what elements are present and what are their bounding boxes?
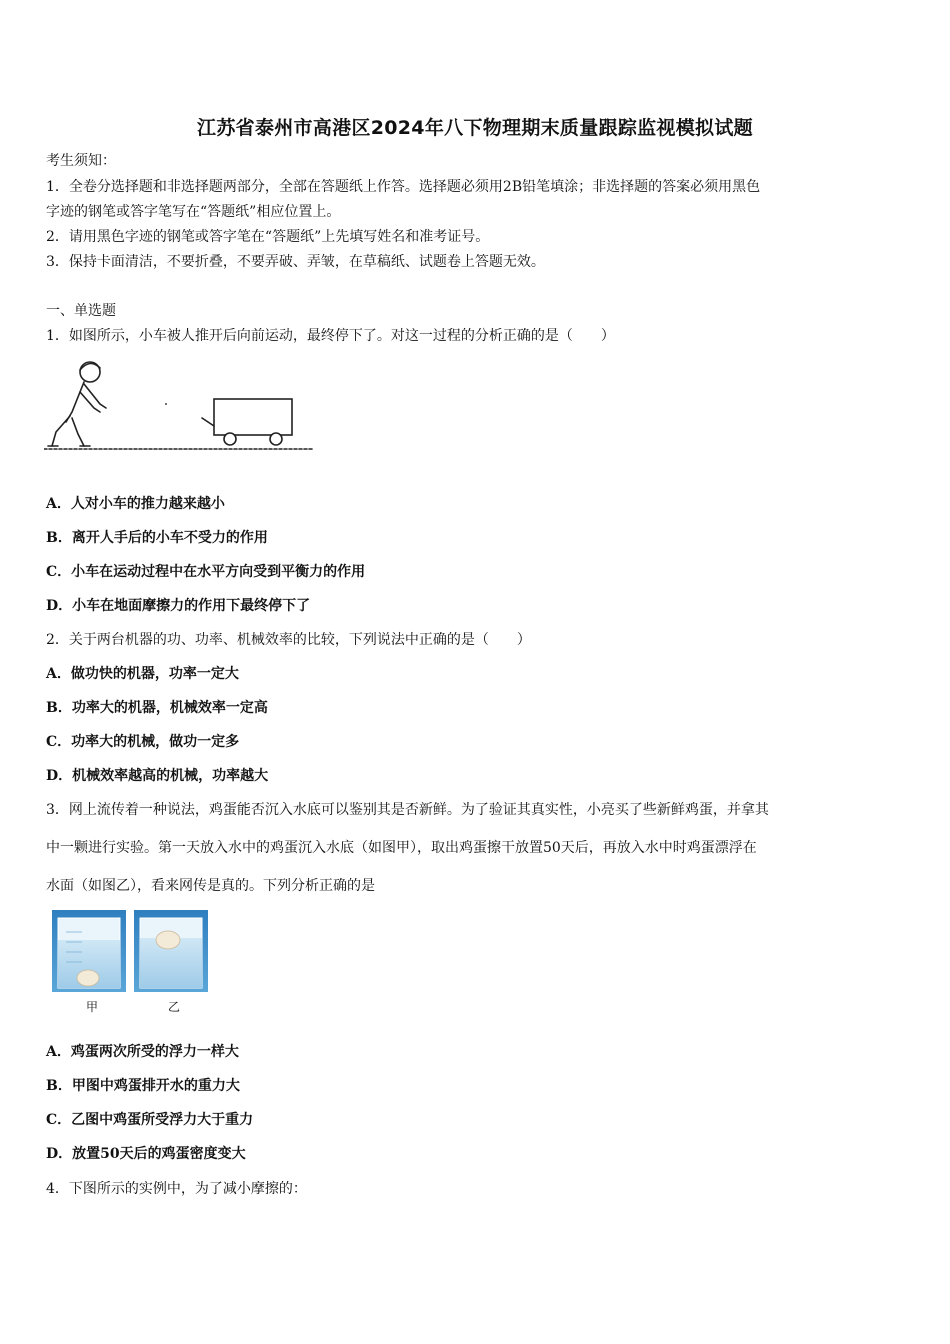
question-2-stem: 2．关于两台机器的功、功率、机械效率的比较，下列说法中正确的是（ ）: [46, 632, 531, 648]
egg-sunk: [77, 970, 99, 986]
q3-option-b[interactable]: B．甲图中鸡蛋排开水的重力大: [46, 1078, 240, 1094]
q3-option-d[interactable]: D．放置50天后的鸡蛋密度变大: [46, 1146, 246, 1162]
person-body: [66, 382, 84, 422]
q2-option-b[interactable]: B．功率大的机器，机械效率一定高: [46, 700, 268, 716]
q2-option-a[interactable]: A．做功快的机器，功率一定大: [46, 666, 239, 682]
notice-heading: 考生须知：: [46, 153, 116, 169]
notice-item: 3．保持卡面清洁，不要折叠，不要弄破、弄皱，在草稿纸、试题卷上答题无效。: [46, 254, 545, 270]
question-3-stem-line: 3．网上流传着一种说法，鸡蛋能否沉入水底可以鉴别其是否新鲜。为了验证其真实性，小亮买了些新鲜鸡蛋，并拿其: [46, 802, 769, 818]
cart-body: [214, 399, 292, 435]
notice-item: 字迹的钢笔或答字笔写在“答题纸”相应位置上。: [46, 204, 341, 220]
notice-item: 1．全卷分选择题和非选择题两部分，全部在答题纸上作答。选择题必须用2B铅笔填涂；非选择题的答案必须用黑色: [46, 179, 761, 195]
cart-wheel: [270, 433, 282, 445]
q3-option-c[interactable]: C．乙图中鸡蛋所受浮力大于重力: [46, 1112, 254, 1128]
q2-option-c[interactable]: C．功率大的机械，做功一定多: [46, 734, 240, 750]
q1-option-c[interactable]: C．小车在运动过程中在水平方向受到平衡力的作用: [46, 564, 366, 580]
notice-item: 2．请用黑色字迹的钢笔或答字笔在“答题纸”上先填写姓名和准考证号。: [46, 229, 490, 245]
egg-beakers-figure: [52, 910, 208, 992]
q1-option-d[interactable]: D．小车在地面摩擦力的作用下最终停下了: [46, 598, 311, 614]
question-3-stem-line: 水面（如图乙），看来网传是真的。下列分析正确的是: [46, 878, 375, 894]
q2-option-d[interactable]: D．机械效率越高的机械，功率越大: [46, 768, 269, 784]
section-heading: 一、单选题: [46, 303, 116, 319]
page-title: 江苏省泰州市高港区2024年八下物理期末质量跟踪监视模拟试题: [197, 117, 753, 139]
q1-option-b[interactable]: B．离开人手后的小车不受力的作用: [46, 530, 268, 546]
figure-label-yi: 乙: [168, 1000, 181, 1014]
q1-option-a[interactable]: A．人对小车的推力越来越小: [46, 496, 225, 512]
question-1-stem: 1．如图所示，小车被人推开后向前运动，最终停下了。对这一过程的分析正确的是（ ）: [46, 328, 615, 344]
q3-option-a[interactable]: A．鸡蛋两次所受的浮力一样大: [46, 1044, 239, 1060]
question-3-stem-line: 中一颗进行实验。第一天放入水中的鸡蛋沉入水底（如图甲），取出鸡蛋擦干放置50天后，再放入水中时鸡蛋漂浮在: [46, 840, 757, 856]
cart-handle: [202, 418, 214, 426]
person-pushing-cart-figure: [44, 356, 324, 456]
figure-label-jia: 甲: [86, 1000, 99, 1014]
question-4-stem: 4．下图所示的实例中，为了减小摩擦的：: [46, 1181, 307, 1197]
cart-wheel: [224, 433, 236, 445]
beaker-jia: [52, 910, 126, 992]
beaker-yi: [134, 910, 208, 992]
egg-floating: [156, 931, 180, 949]
